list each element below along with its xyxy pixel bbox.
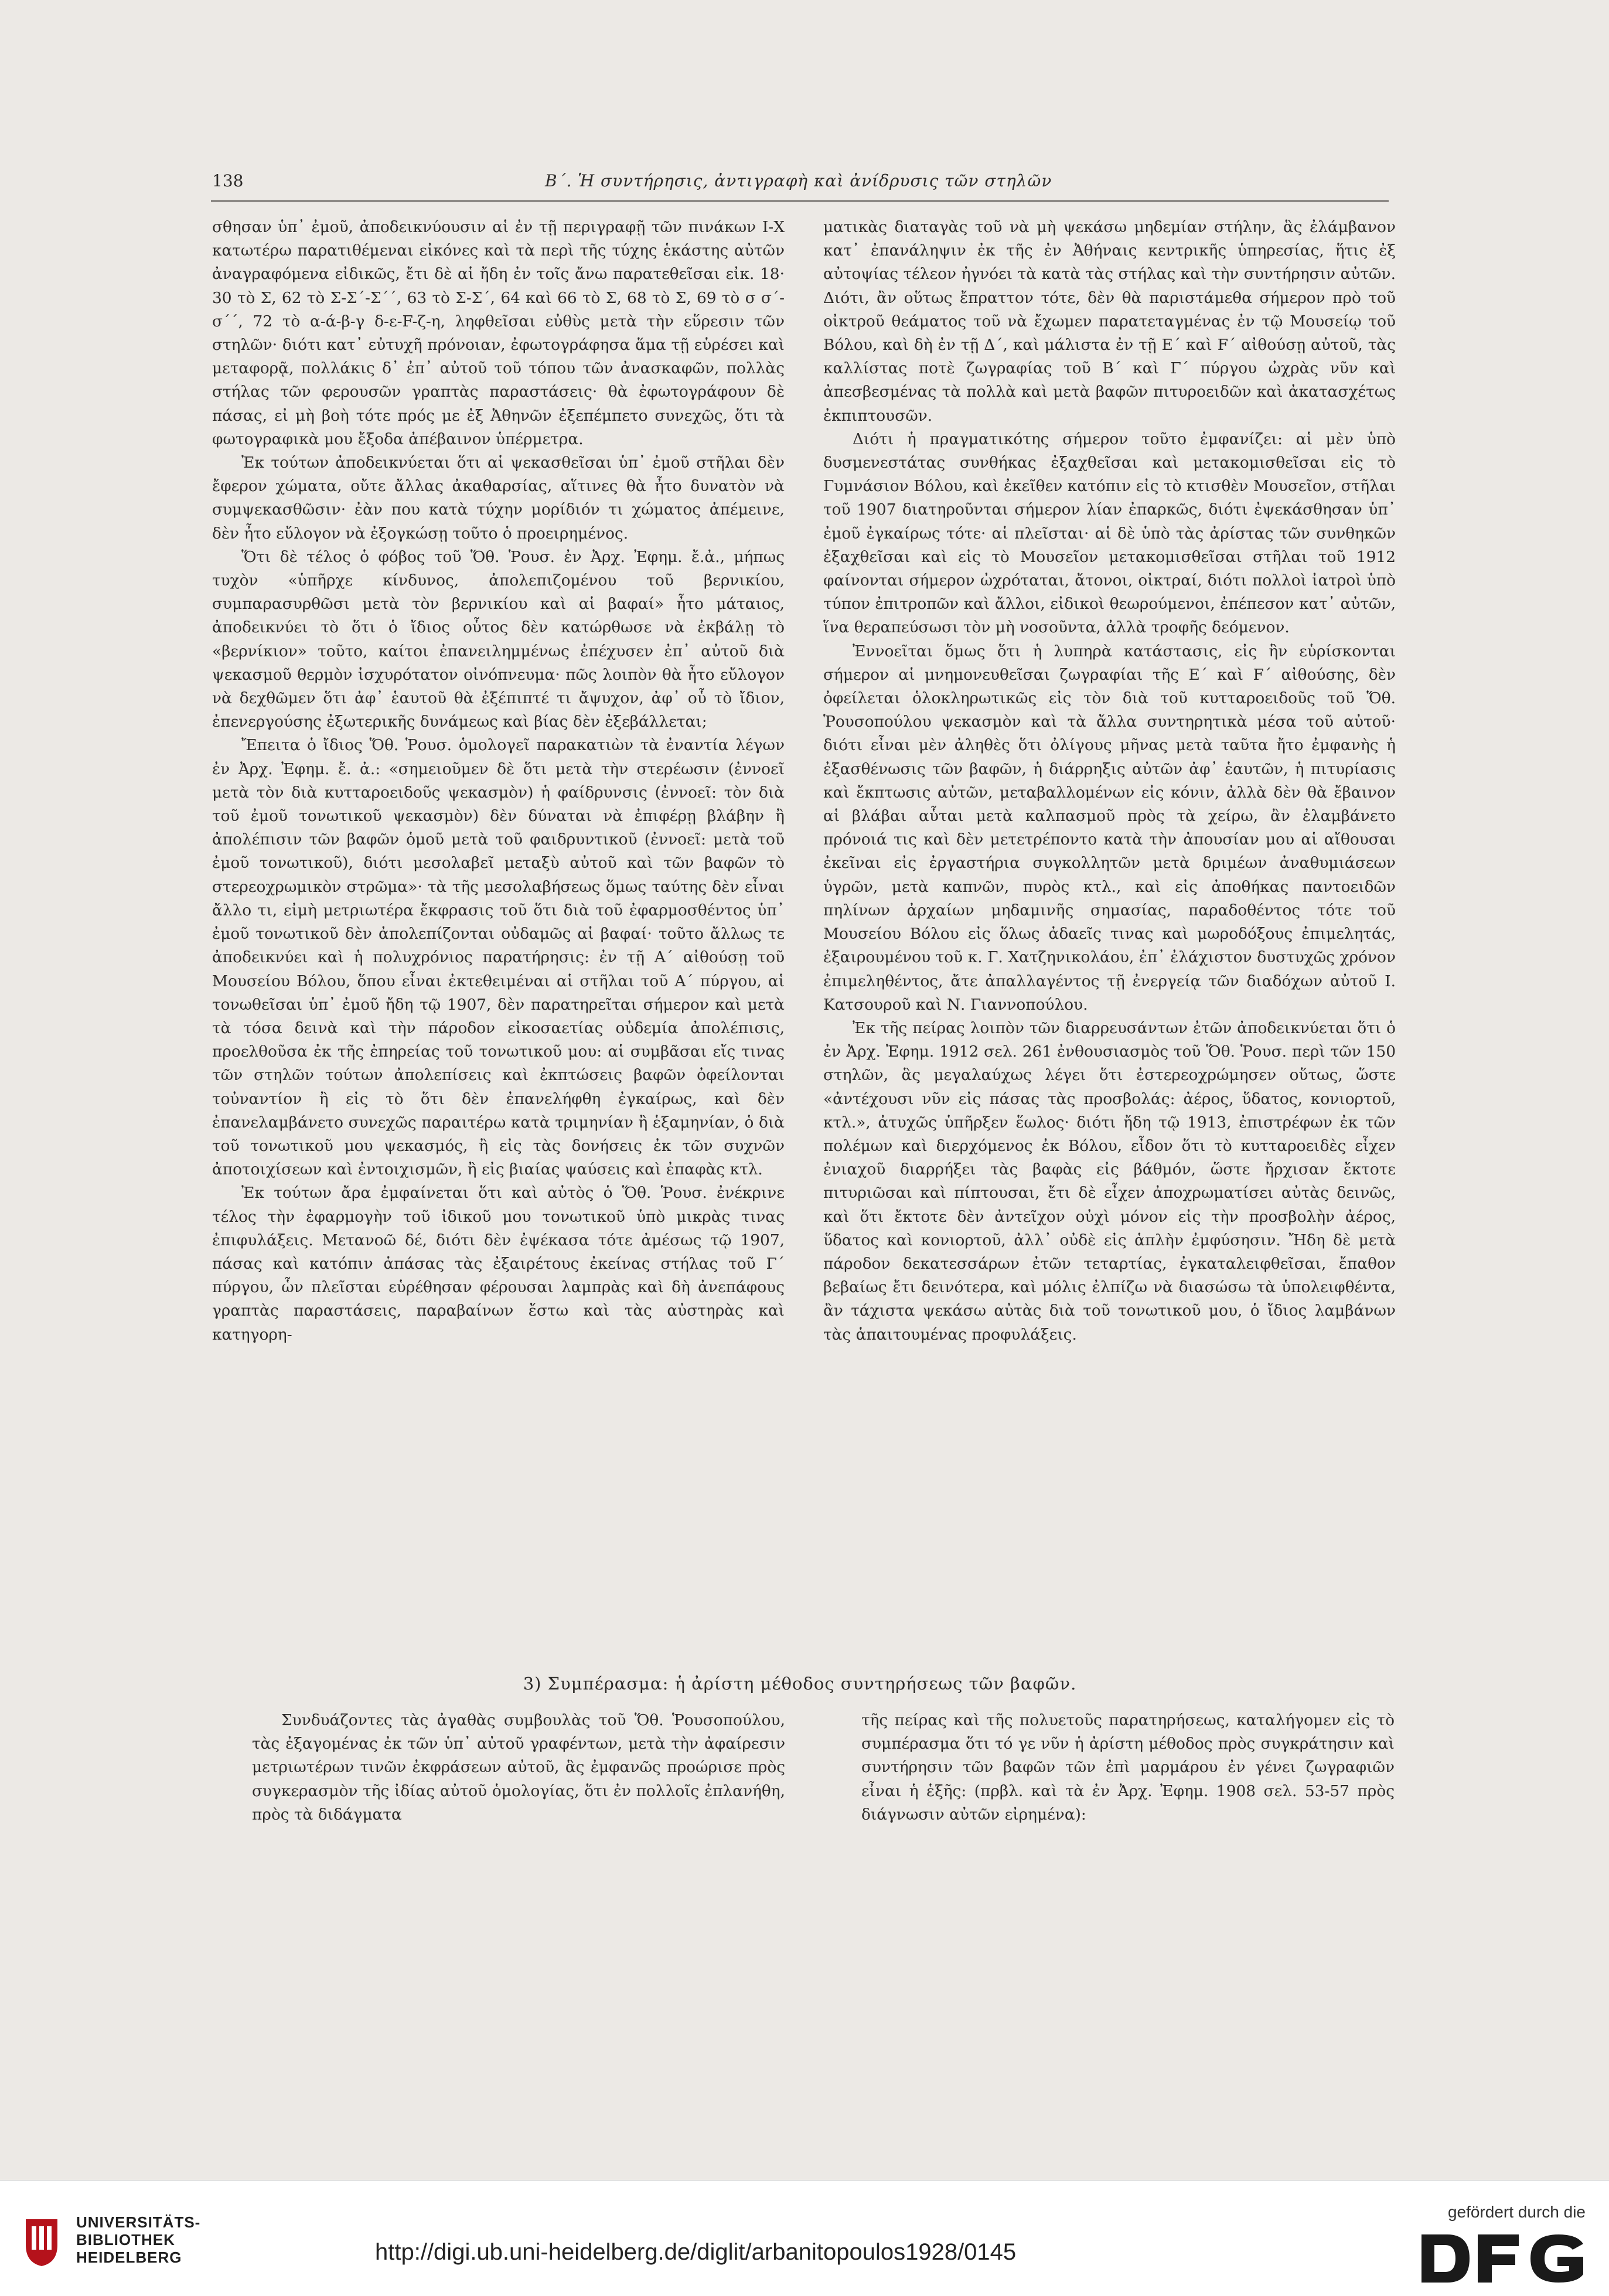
paragraph: σθησαν ὑπ᾽ ἐμοῦ, ἀποδεικνύουσιν αἱ ἐν τῇ περιγραφῇ τῶν πινάκων Ι-Χ κατωτέρω παρατιθέμεναι εἰκόνες καὶ τὰ περὶ τῆς τύχης ἑκάστης αὐτῶν ἀναγραφόμενα εἰδικῶς, ἔτι δὲ αἱ ἤδη ἐν τοῖς ἄνω παρατεθεῖσαι εἰκ. 18· 30 τὸ Σ, 62 τὸ Σ-Σ΄-Σ΄΄, 63 τὸ Σ-Σ΄, 64 καὶ 66 τὸ Σ, 68 τὸ Σ, 69 τὸ σ σ΄-σ΄΄, 72 τὸ α-ά-β-γ δ-ε-F-ζ-η, ληφθεῖσαι εὐθὺς μετὰ τὴν εὕρεσιν τῶν στηλῶν· διότι κατ᾽ εὐτυχῆ πρόνοιαν, ἐφωτογράφησα ἅμα τῇ εὑρέσει καὶ μεταφορᾷ, πολλάκις δ᾽ ἐπ᾽ αὐτοῦ τοῦ τόπου τῶν ἀνασκαφῶν, πολλὰς στήλας τῶν φερουσῶν γραπτὰς παραστάσεις· θὰ ἐφωτογράφουν δὲ πάσας, εἰ μὴ βοὴ τότε πρός με ἐξ Ἀθηνῶν ἐξεπέμπετο συνεχῶς, ὅτι τὰ φωτογραφικὰ μου ἔξοδα ἀπέβαινον ὑπέρμετρα. (212, 218, 785, 448)
right-column (823, 216, 1396, 1675)
paragraph: Ἔπειτα ὁ ἴδιος Ὅθ. Ῥουσ. ὁμολογεῖ παρακατιὼν τὰ ἐναντία λέγων ἐν Ἀρχ. Ἐφημ. ἔ. ἀ.: «σημειοῦμεν δὲ ὅτι μετὰ τὴν στερέωσιν (ἐννοεῖ μετὰ τὸν διὰ κυτταροειδοῦς ψεκασμὸν) ἡ φαίδρυνσις (ἐννοεῖ: τὸν διὰ τοῦ ἐμοῦ τονωτικοῦ ψεκασμὸν) δὲν δύναται νὰ ἐπιφέρῃ βλάβην ἢ ἀπολέπισιν τῶν βαφῶν ὁμοῦ μετὰ τοῦ φαιδρυντικοῦ (ἐννοεῖ: μετὰ τοῦ ἐμοῦ τονωτικοῦ), διότι μεσολαβεῖ μεταξὺ αὐτοῦ καὶ τῶν βαφῶν τὸ στερεοχρωμικὸν στρῶμα»· τὰ τῆς μεσολαβήσεως ὅμως ταύτης δὲν εἶναι ἄλλο τι, εἰμὴ μετριωτέρα ἔκφρασις τοῦ ὅτι διὰ τοῦ ἐφαρμοσθέντος ὑπ᾽ ἐμοῦ τονωτικοῦ δὲν ἀπολεπίζονται οὐδαμῶς αἱ βαφαί· τοῦτο ἄλλως τε ἀποδεικνύει καὶ ἡ πολυχρόνιος παρατήρησις: ἐν τῇ Α΄ αἰθούσῃ τοῦ Μουσείου Βόλου, ὅπου εἶναι ἐκτεθειμέναι αἱ στῆλαι τοῦ Α΄ πύργου, αἱ τονωθεῖσαι ὑπ᾽ ἐμοῦ ἤδη τῷ 1907, δὲν παρατηρεῖται σήμερον καὶ μετὰ τὰ τόσα δεινὰ καὶ τὴν πάροδον εἰκοσαετίας οὐδεμία ἀπολέπισις, προελθοῦσα ἐκ τῆς ἐπηρείας τοῦ τονωτικοῦ μου: αἱ συμβᾶσαι εἴς τινας τῶν στηλῶν τούτων ἀπολεπίσεις καὶ ἐκπτώσεις βαφῶν ὀφείλονται τοὐναντίον ἢ εἰς τὸ ὅτι δὲν ἐπανελήφθη ἐγκαίρως, καὶ δὲν ἐπανελαμβάνετο συνεχῶς παραιτέρω κατὰ τριμηνίαν ἢ ἑξαμηνίαν, ὁ διὰ τοῦ τονωτικοῦ μου ψεκασμός, ἢ εἰς τὰς δονήσεις ἐκ τῶν συχνῶν ἀποτοιχίσεων καὶ ἐντοιχισμῶν, ἢ εἰς βιαίας ψαύσεις καὶ ἐπαφὰς κτλ. (212, 736, 785, 1179)
permalink-url[interactable]: http://digi.ub.uni-heidelberg.de/diglit/arbanitopoulos1928/0145 (375, 2239, 1017, 2265)
bottom-left-column (252, 1709, 785, 1902)
paragraph: ματικὰς διαταγὰς τοῦ νὰ μὴ ψεκάσω μηδεμίαν στήλην, ἃς ἐλάμβανον κατ᾽ ἐπανάληψιν ἐκ τῆς ἐν Ἀθήναις κεντρικῆς ὑπηρεσίας, ἥτις ἐξ αὐτοψίας τέλεον ἠγνόει τὰ κατὰ τὰς στήλας καὶ τὴν συντήρησιν αὐτῶν. Διότι, ἂν οὕτως ἔπραττον τότε, δὲν θὰ παριστάμεθα σήμερον πρὸ τοῦ οἰκτροῦ θεάματος τοῦ νὰ ἔχωμεν παρατεταγμένας ἐν τῷ Μουσείῳ τοῦ Βόλου, καὶ δὴ ἐν τῇ Δ΄, καὶ μάλιστα ἐν τῇ Ε΄ καὶ F΄ αἰθούσῃ αὐτοῦ, τὰς καλλίστας ποτὲ ζωγραφίας τοῦ Β΄ καὶ Γ΄ πύργου ὠχρὰς νῦν καὶ ἀπεσβεσμένας τὰ πολλὰ καὶ μετὰ βαφῶν πιτυροειδῶν καὶ ἀκατασχέτως ἐκπιπτουσῶν. (823, 218, 1396, 425)
funded-by-label: gefördert durch die (1447, 2203, 1586, 2221)
paragraph: Ἐκ τούτων ἀποδεικνύεται ὅτι αἱ ψεκασθεῖσαι ὑπ᾽ ἐμοῦ στῆλαι δὲν ἔφερον χώματα, οὔτε ἄλλας ἀκαθαρσίας, αἵτινες θὰ ἦτο δυνατὸν νὰ συμψεκασθῶσιν· ἐὰν που κατὰ τύχην μορίδιόν τι χώματος ἀπέμεινε, δὲν ἦτο εὔλογον νὰ ἐξογκώσῃ τοῦτο ὁ προειρημένος. (212, 454, 785, 543)
running-title: Β΄. Ἡ συντήρησις, ἀντιγραφὴ καὶ ἀνίδρυσις τῶν στηλῶν (545, 171, 1052, 190)
paragraph: Διότι ἡ πραγματικότης σήμερον τοῦτο ἐμφανίζει: αἱ μὲν ὑπὸ δυσμενεστάτας συνθήκας ἐξαχθεῖσαι καὶ μετακομισθεῖσαι εἰς τὸ Γυμνάσιον Βόλου, καὶ ἐκεῖθεν κατόπιν εἰς τὸ κτισθὲν Μουσεῖον, στῆλαι τοῦ 1907 διατηροῦνται σήμερον λίαν ἐπαρκῶς, διότι ἐψεκάσθησαν ὑπ᾽ ἐμοῦ ἐγκαίρως τότε· αἱ πλεῖσται· αἱ δὲ ὑπὸ τὰς ἀρίστας τῶν συνθηκῶν ἐξαχθεῖσαι καὶ εἰς τὸ Μουσεῖον μετακομισθεῖσαι στῆλαι τοῦ 1912 φαίνονται σήμερον ὠχρόταται, ἄτονοι, οἰκτραί, διότι πολλοὶ ἰατροὶ ὑπὸ τύπον ἐπιτροπῶν καὶ ἄλλοι, εἰδικοὶ θεωρούμενοι, ἐπέπεσον κατ᾽ αὐτῶν, ἵνα θεραπεύσωσι τὸν μὴ νοσοῦντα, ἀλλὰ τροφῆς δεόμενον. (823, 430, 1396, 637)
digitization-footer (0, 2180, 1609, 2296)
left-column (212, 216, 785, 1675)
logo-line: BIBLIOTHEK (76, 2231, 175, 2249)
bottom-right-column (861, 1709, 1395, 1902)
paragraph: Ἐκ τῆς πείρας λοιπὸν τῶν διαρρευσάντων ἐτῶν ἀποδεικνύεται ὅτι ὁ ἐν Ἀρχ. Ἐφημ. 1912 σελ. 261 ἐνθουσιασμὸς τοῦ Ὅθ. Ῥουσ. περὶ τῶν 150 στηλῶν, ἃς μεγαλαύχως λέγει ὅτι ἐστερεοχρώμησεν οὕτως, ὥστε «ἀντέχουσι νῦν εἰς πάσας τὰς προσβολάς: ἀέρος, ὕδατος, κονιορτοῦ, κτλ.», ἀτυχῶς ὑπῆρξεν ἕωλος· διότι ἤδη τῷ 1913, ἐπιστρέφων ἐκ τῶν πολέμων καὶ διερχόμενος ἐκ Βόλου, εἶδον ὅτι τὸ κυτταροειδὲς εἶχεν ἐνιαχοῦ διαρρήξει τὰς βαφὰς εἰς βάθμόν, ὥστε ἤρχισαν ἔκτοτε πιτυριῶσαι καὶ πίπτουσαι, ἔτι δὲ εἶχεν ἀποχρωματίσει αὐτὰς δεινῶς, καὶ ὅτι ἔκτοτε δὲν ἀντεῖχον οὐχὶ μόνον εἰς τὴν προσβολὴν ἀέρος, ὕδατος καὶ κονιορτοῦ, ἀλλ᾽ οὐδὲ εἰς ἁπλὴν ἐμφύσησιν. Ἤδη δὲ μετὰ πάροδον δεκατεσσάρων ἐτῶν τεταρτίας, ἐγκαταλειφθεῖσαι, ἔπαθον βεβαίως ἔτι δεινότερα, καὶ μόλις ἐλπίζω νὰ διασώσω τὰ ὑπολειφθέντα, ἂν τάχιστα ψεκάσω αὐτὰς διὰ τοῦ τονωτικοῦ μου, ὁ ἴδιος λαμβάνων τὰς ἁπαιτουμένας προφυλάξεις. (823, 1018, 1396, 1344)
paragraph: Ἐκ τούτων ἄρα ἐμφαίνεται ὅτι καὶ αὐτὸς ὁ Ὅθ. Ῥουσ. ἐνέκρινε τέλος τὴν ἐφαρμογὴν τοῦ ἰδικοῦ μου τονωτικοῦ ὑπὸ μικρὰς τινας ἐπιφυλάξεις. Μετανοῶ δέ, διότι δὲν ἐψέκασα τότε ἀμέσως τῷ 1907, πάσας καὶ κατόπιν ἁπάσας τὰς ἐξαιρέτους ἐκείνας στήλας τοῦ Γ΄ πύργου, ὧν πλεῖσται εὑρέθησαν φέρουσαι λαμπρὰς καὶ δὴ ἀνεπάφους γραπτὰς παραστάσεις, παραβαίνων ἔστω καὶ τὰς αὐστηρὰς καὶ κατηγορη- (212, 1184, 785, 1344)
paragraph: Συνδυάζοντες τὰς ἀγαθὰς συμβουλὰς τοῦ Ὅθ. Ῥουσοπούλου, τὰς ἐξαγομένας ἐκ τῶν ὑπ᾽ αὐτοῦ γραφέντων, μετὰ τὴν ἀφαίρεσιν μετριωτέρων τινῶν ἐκφράσεων αὐτοῦ, ἃς ἐμφανῶς προώρισε πρὸς συγκερασμὸν τῆς ἰδίας αὐτοῦ ὁμολογίας, ὅτι ἐν πολλοῖς ἐπλανήθη, πρὸς τὰ διδάγματα (252, 1711, 785, 1824)
running-header (211, 171, 1389, 202)
university-library-logo-icon (21, 2216, 62, 2268)
page-number: 138 (212, 171, 244, 190)
section-heading: 3) Συμπέρασμα: ἡ ἀρίστη μέθοδος συντηρήσεως τῶν βαφῶν. (523, 1674, 1077, 1694)
dfg-logo-icon (1419, 2232, 1586, 2285)
paragraph: Ὅτι δὲ τέλος ὁ φόβος τοῦ Ὅθ. Ῥουσ. ἐν Ἀρχ. Ἐφημ. ἔ.ἀ., μήπως τυχὸν «ὑπῆρχε κίνδυνος, ἀπολεπιζομένου τοῦ βερνικίου, συμπαρασυρθῶσι μετὰ τὸν βερνικίου καὶ αἱ βαφαί» ἦτο μάταιος, ἀποδεικνύει τὸ ὅτι ὁ ἴδιος οὗτος δὲν κατώρθωσε νὰ ἐκβάλῃ τὸ «βερνίκιον» τοῦτο, καίτοι ἐπανειλημμένως ἐπέχυσεν ἐπ᾽ αὐτοῦ διὰ ψεκασμοῦ θερμὸν ἰσχυρότατον οἰνόπνευμα· πῶς λοιπὸν θὰ ἦτο εὔλογον νὰ δεχθῶμεν ὅτι ἀφ᾽ ἑαυτοῦ θὰ ἐξέπιπτέ τι ἄψυχον, ἀφ᾽ οὗ τὸ ἴδιον, ἐπενεργούσης ἐξωτερικῆς δυνάμεως καὶ βίας δὲν ἐξεβάλλεται; (212, 547, 785, 731)
paragraph: τῆς πείρας καὶ τῆς πολυετοῦς παρατηρήσεως, καταλήγομεν εἰς τὸ συμπέρασμα ὅτι τό γε νῦν ἡ ἀρίστη μέθοδος πρὸς συγκράτησιν καὶ συντήρησιν τῶν βαφῶν τῶν ἐπὶ μαρμάρου ἐν γένει ζωγραφιῶν εἶναι ἡ ἑξῆς: (πρβλ. καὶ τὰ ἐν Ἀρχ. Ἐφημ. 1908 σελ. 53-57 πρὸς διάγνωσιν αὐτῶν εἰρημένα): (861, 1711, 1395, 1824)
university-library-name (76, 2213, 200, 2266)
paragraph: Ἐννοεῖται ὅμως ὅτι ἡ λυπηρὰ κατάστασις, εἰς ἣν εὑρίσκονται σήμερον αἱ μνημονευθεῖσαι ζωγραφίαι τῆς Ε΄ καὶ F΄ αἰθούσης, δὲν ὀφείλεται ὁλοκληρωτικῶς εἰς τὸν διὰ τοῦ κυτταροειδοῦς τοῦ Ὅθ. Ῥουσοπούλου ψεκασμὸν καὶ τὰ ἄλλα συντηρητικὰ μέσα τοῦ αὐτοῦ· διότι εἶναι μὲν ἀληθὲς ὅτι ὀλίγους μῆνας μετὰ ταῦτα ἤτο ἐμφανὴς ἡ ἐξασθένωσις τῶν βαφῶν, ἡ διάρρηξις αὐτῶν ἀφ᾽ ἑαυτῶν, ἡ πιτυρίασις καὶ ἔκπτωσις αὐτῶν, μεταβαλλομένων εἰς κόνιν, ἀλλὰ δὲν θὰ ἔβαινον αἱ βλάβαι αὗται μετὰ καλπασμοῦ πρὸς τὰ χείρω, ἂν ἐλαμβάνετο πρόνοιά τις καὶ δὲν μετετρέποντο κατὰ τὴν ἀπουσίαν μου αἱ αἴθουσαι ἐκεῖναι εἰς ἐργαστήρια συγκολλητῶν μετὰ δριμέων ἀναθυμιάσεων ὑγρῶν, μετὰ καπνῶν, πυρὸς κτλ., καὶ εἰς ἀποθήκας παντοειδῶν πηλίνων ἀρχαίων μηδαμινῆς σημασίας, παραδοθέντος τότε τοῦ Μουσείου Βόλου εἰς ὅλως ἀδαεῖς τινας καὶ μωροδόξους ἐπιμελητάς, ἐξαιρουμένου τοῦ κ. Γ. Χατζηνικολάου, ἐπ᾽ ἐλάχιστον δυστυχῶς χρόνον ἐπιμεληθέντος, ἄτε ἀπαλλαγέντος τῇ ἐνεργείᾳ τῶν διαδόχων αὐτοῦ Ι. Κατσουροῦ καὶ Ν. Γιαννοπούλου. (823, 642, 1396, 1014)
logo-line: HEIDELBERG (76, 2249, 182, 2266)
logo-line: UNIVERSITÄTS- (76, 2213, 201, 2231)
